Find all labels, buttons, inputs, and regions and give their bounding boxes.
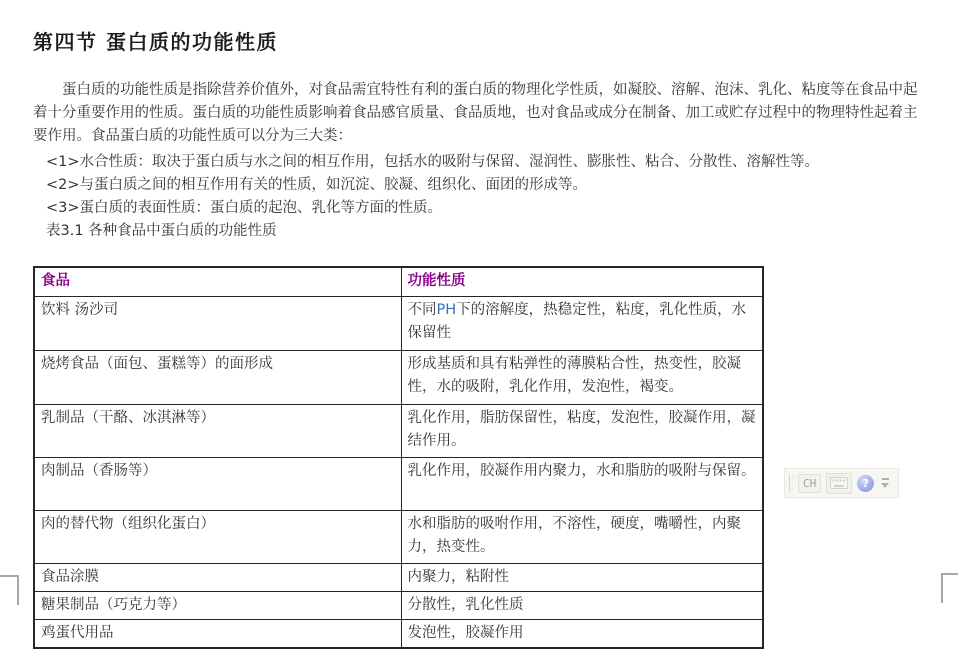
property-category-list bbox=[46, 151, 928, 220]
properties-cell bbox=[401, 297, 763, 351]
capture-corner-right bbox=[941, 573, 958, 603]
page-title: 第四节 蛋白质的功能性质 bbox=[33, 30, 278, 54]
properties-text: 不同 bbox=[407, 302, 437, 318]
ime-drag-handle[interactable] bbox=[789, 474, 793, 492]
protein-functions-table bbox=[33, 266, 764, 649]
properties-text: 下的溶解度，热稳定性，粘度，乳化性质，水保留性 bbox=[407, 302, 747, 341]
food-cell: 肉制品（香肠等） bbox=[34, 458, 401, 511]
properties-cell: 发泡性，胶凝作用 bbox=[401, 620, 763, 649]
food-cell: 鸡蛋代用品 bbox=[34, 620, 401, 649]
food-cell: 食品涂膜 bbox=[34, 564, 401, 592]
properties-cell: 形成基质和具有粘弹性的薄膜粘合性，热变性，胶凝性，水的吸附，乳化作用，发泡性，褐变。 bbox=[401, 351, 763, 405]
ime-language-bar bbox=[784, 468, 899, 498]
properties-cell: 分散性，乳化性质 bbox=[401, 592, 763, 620]
properties-cell: 乳化作用，胶凝作用内聚力，水和脂肪的吸附与保留。 bbox=[401, 458, 763, 511]
table-row bbox=[34, 511, 763, 564]
column-header-food: 食品 bbox=[34, 267, 401, 297]
food-cell: 饮料 汤沙司 bbox=[34, 297, 401, 351]
table-row bbox=[34, 297, 763, 351]
table-row bbox=[34, 351, 763, 405]
food-cell: 肉的替代物（组织化蛋白） bbox=[34, 511, 401, 564]
options-arrow-icon bbox=[881, 483, 889, 488]
table-header-row bbox=[34, 267, 763, 297]
document-page bbox=[33, 26, 928, 649]
food-cell: 糖果制品（巧克力等） bbox=[34, 592, 401, 620]
properties-cell: 内聚力，粘附性 bbox=[401, 564, 763, 592]
food-cell: 烧烤食品（面包、蛋糕等）的面形成 bbox=[34, 351, 401, 405]
properties-cell: 乳化作用，脂肪保留性，粘度，发泡性，胶凝作用，凝结作用。 bbox=[401, 405, 763, 458]
ime-options-button[interactable] bbox=[879, 478, 891, 488]
column-header-properties: 功能性质 bbox=[401, 267, 763, 297]
table-row bbox=[34, 620, 763, 649]
table-caption: 表3.1 各种食品中蛋白质的功能性质 bbox=[46, 223, 277, 239]
list-item-hydration: <1>水合性质：取决于蛋白质与水之间的相互作用，包括水的吸附与保留、湿润性、膨胀性、粘合、分散性、溶解性等。 bbox=[46, 154, 820, 170]
table-row bbox=[34, 592, 763, 620]
capture-corner-left bbox=[0, 575, 19, 605]
food-cell: 乳制品（干酪、冰淇淋等） bbox=[34, 405, 401, 458]
help-icon[interactable]: ? bbox=[857, 475, 874, 492]
keyboard-icon[interactable] bbox=[826, 473, 852, 494]
intro-paragraph: 蛋白质的功能性质是指除营养价值外，对食品需宜特性有利的蛋白质的物理化学性质，如凝胶、溶解、泡沫、乳化、粘度等在食品中起着十分重要作用的性质。蛋白质的功能性质影响着食品感官质量、食品质地，也对食品或成分在制备、加工或贮存过程中的物理特性起着主要作用。食品蛋白质的功能性质可以分为三大类： bbox=[33, 82, 918, 144]
table-row bbox=[34, 564, 763, 592]
table-row bbox=[34, 405, 763, 458]
ph-term: PH bbox=[436, 302, 457, 318]
options-dash-icon bbox=[882, 478, 889, 480]
list-item-surface: <3>蛋白质的表面性质：蛋白质的起泡、乳化等方面的性质。 bbox=[46, 200, 443, 216]
list-item-protein-interaction: <2>与蛋白质之间的相互作用有关的性质，如沉淀、胶凝、组织化、面团的形成等。 bbox=[46, 177, 588, 193]
table-row bbox=[34, 458, 763, 511]
properties-cell: 水和脂肪的吸咐作用，不溶性，硬度，嘴嚼性，内聚力，热变性。 bbox=[401, 511, 763, 564]
ime-language-button[interactable]: CH bbox=[798, 474, 821, 493]
